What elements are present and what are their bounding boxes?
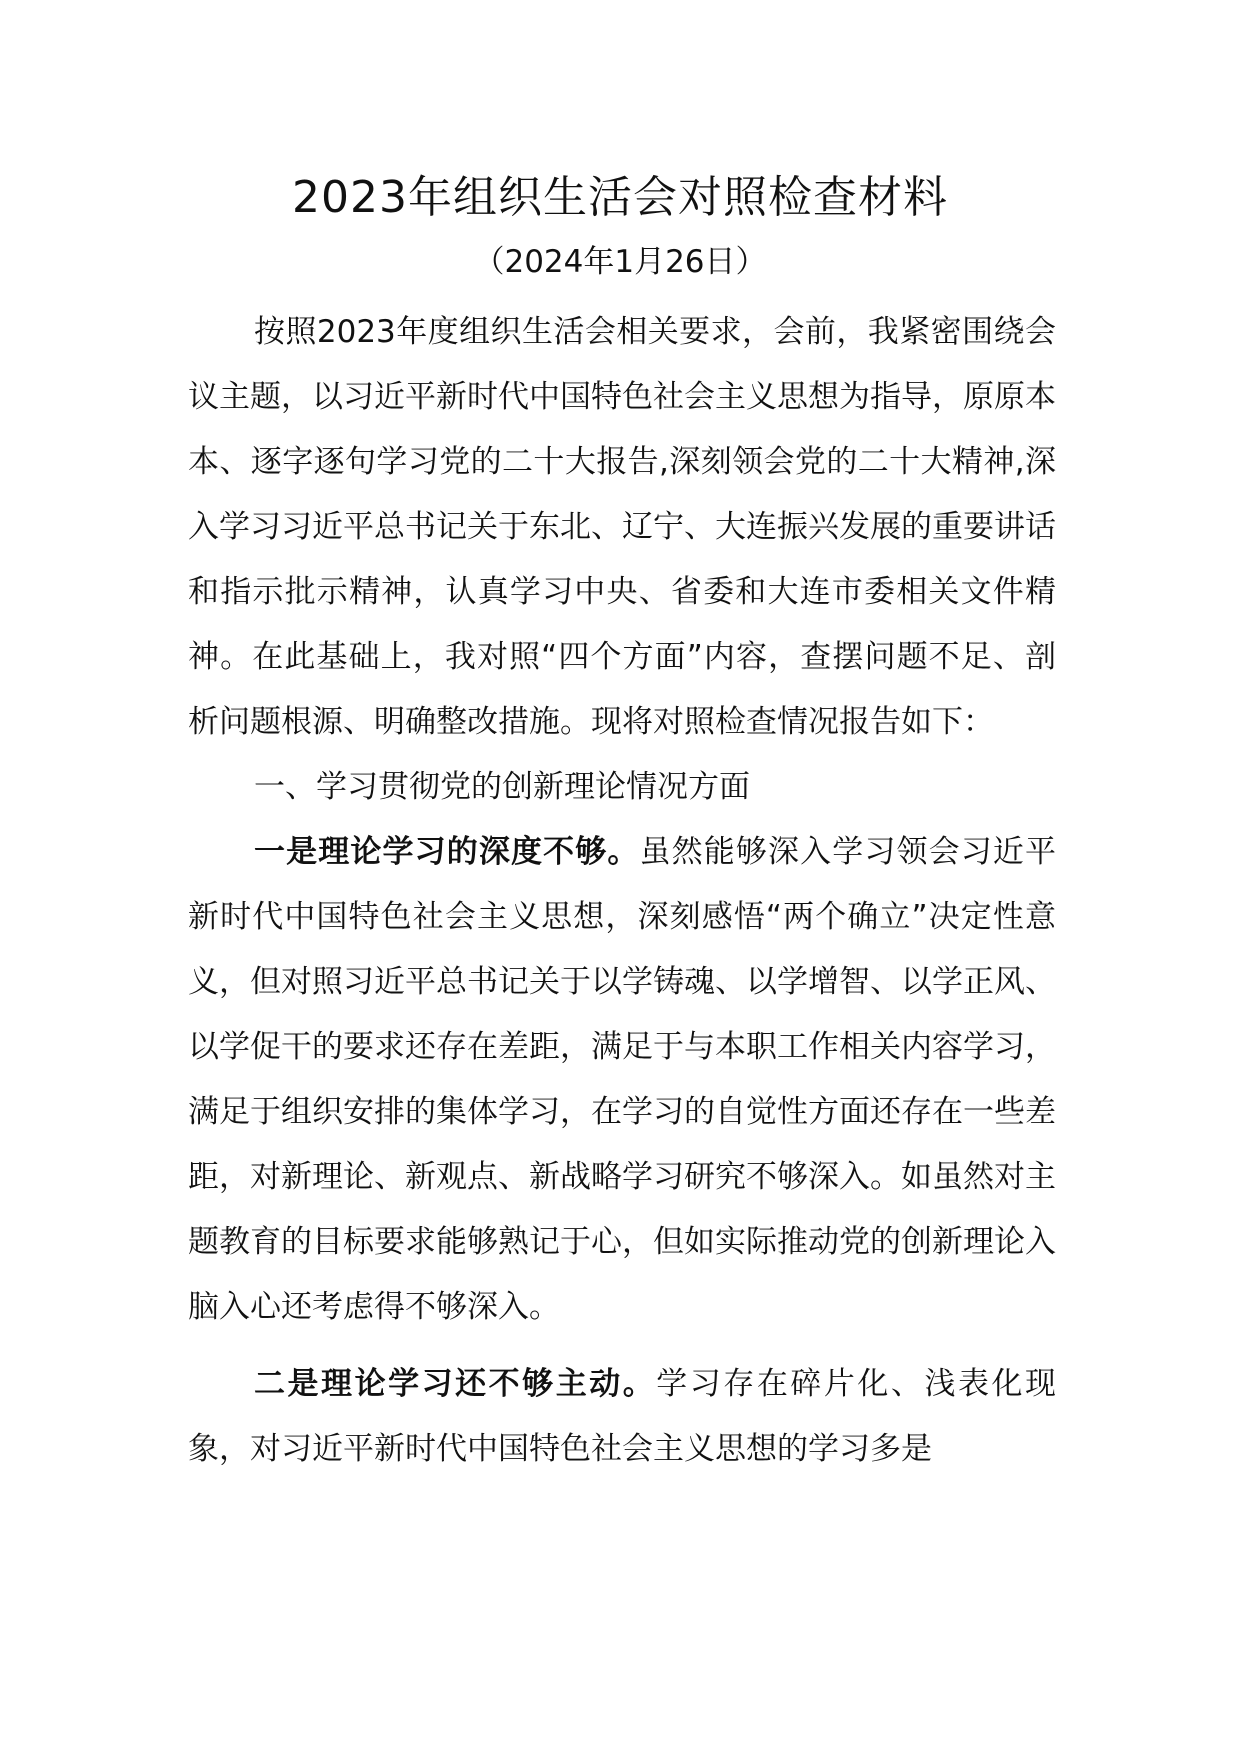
section-heading: 一、学习贯彻党的创新理论情况方面	[254, 769, 750, 805]
point-two-text: 学习存在碎片化、浅表化现象，对习近平新时代中国特色社会主义思想的学习多是	[188, 1366, 1057, 1467]
point-two-paragraph	[188, 1352, 1056, 1482]
document-date: （2024年1月26日）	[473, 244, 767, 280]
document-title: 2023年组织生活会对照检查材料	[292, 172, 948, 223]
document-body	[188, 300, 1056, 1482]
point-two-lead: 二是理论学习还不够主动。	[254, 1366, 657, 1402]
point-one-paragraph	[188, 820, 1056, 1340]
point-one-text: 虽然能够深入学习领会习近平新时代中国特色社会主义思想，深刻感悟“两个确立”决定性意义，但对照习近平总书记关于以学铸魂、以学增智、以学正风、以学促干的要求还存在差距，满足于与本职工作相关内容学习，满足于组织安排的集体学习，在学习的自觉性方面还存在一些差距，对新理论、新观点、新战略学习研究不够深入。如虽然对主题教育的目标要求能够熟记于心，但如实际推动党的创新理论入脑入心还考虑得不够深入。	[188, 834, 1056, 1325]
point-one-lead: 一是理论学习的深度不够。	[254, 834, 640, 870]
intro-paragraph: 按照2023年度组织生活会相关要求，会前，我紧密围绕会议主题，以习近平新时代中国特色社会主义思想为指导，原原本本、逐字逐句学习党的二十大报告,深刻领会党的二十大精神,深入学习习近平总书记关于东北、辽宁、大连振兴发展的重要讲话和指示批示精神，认真学习中央、省委和大连市委相关文件精神。在此基础上，我对照“四个方面”内容，查摆问题不足、剖析问题根源、明确整改措施。现将对照检查情况报告如下：	[188, 314, 1056, 740]
